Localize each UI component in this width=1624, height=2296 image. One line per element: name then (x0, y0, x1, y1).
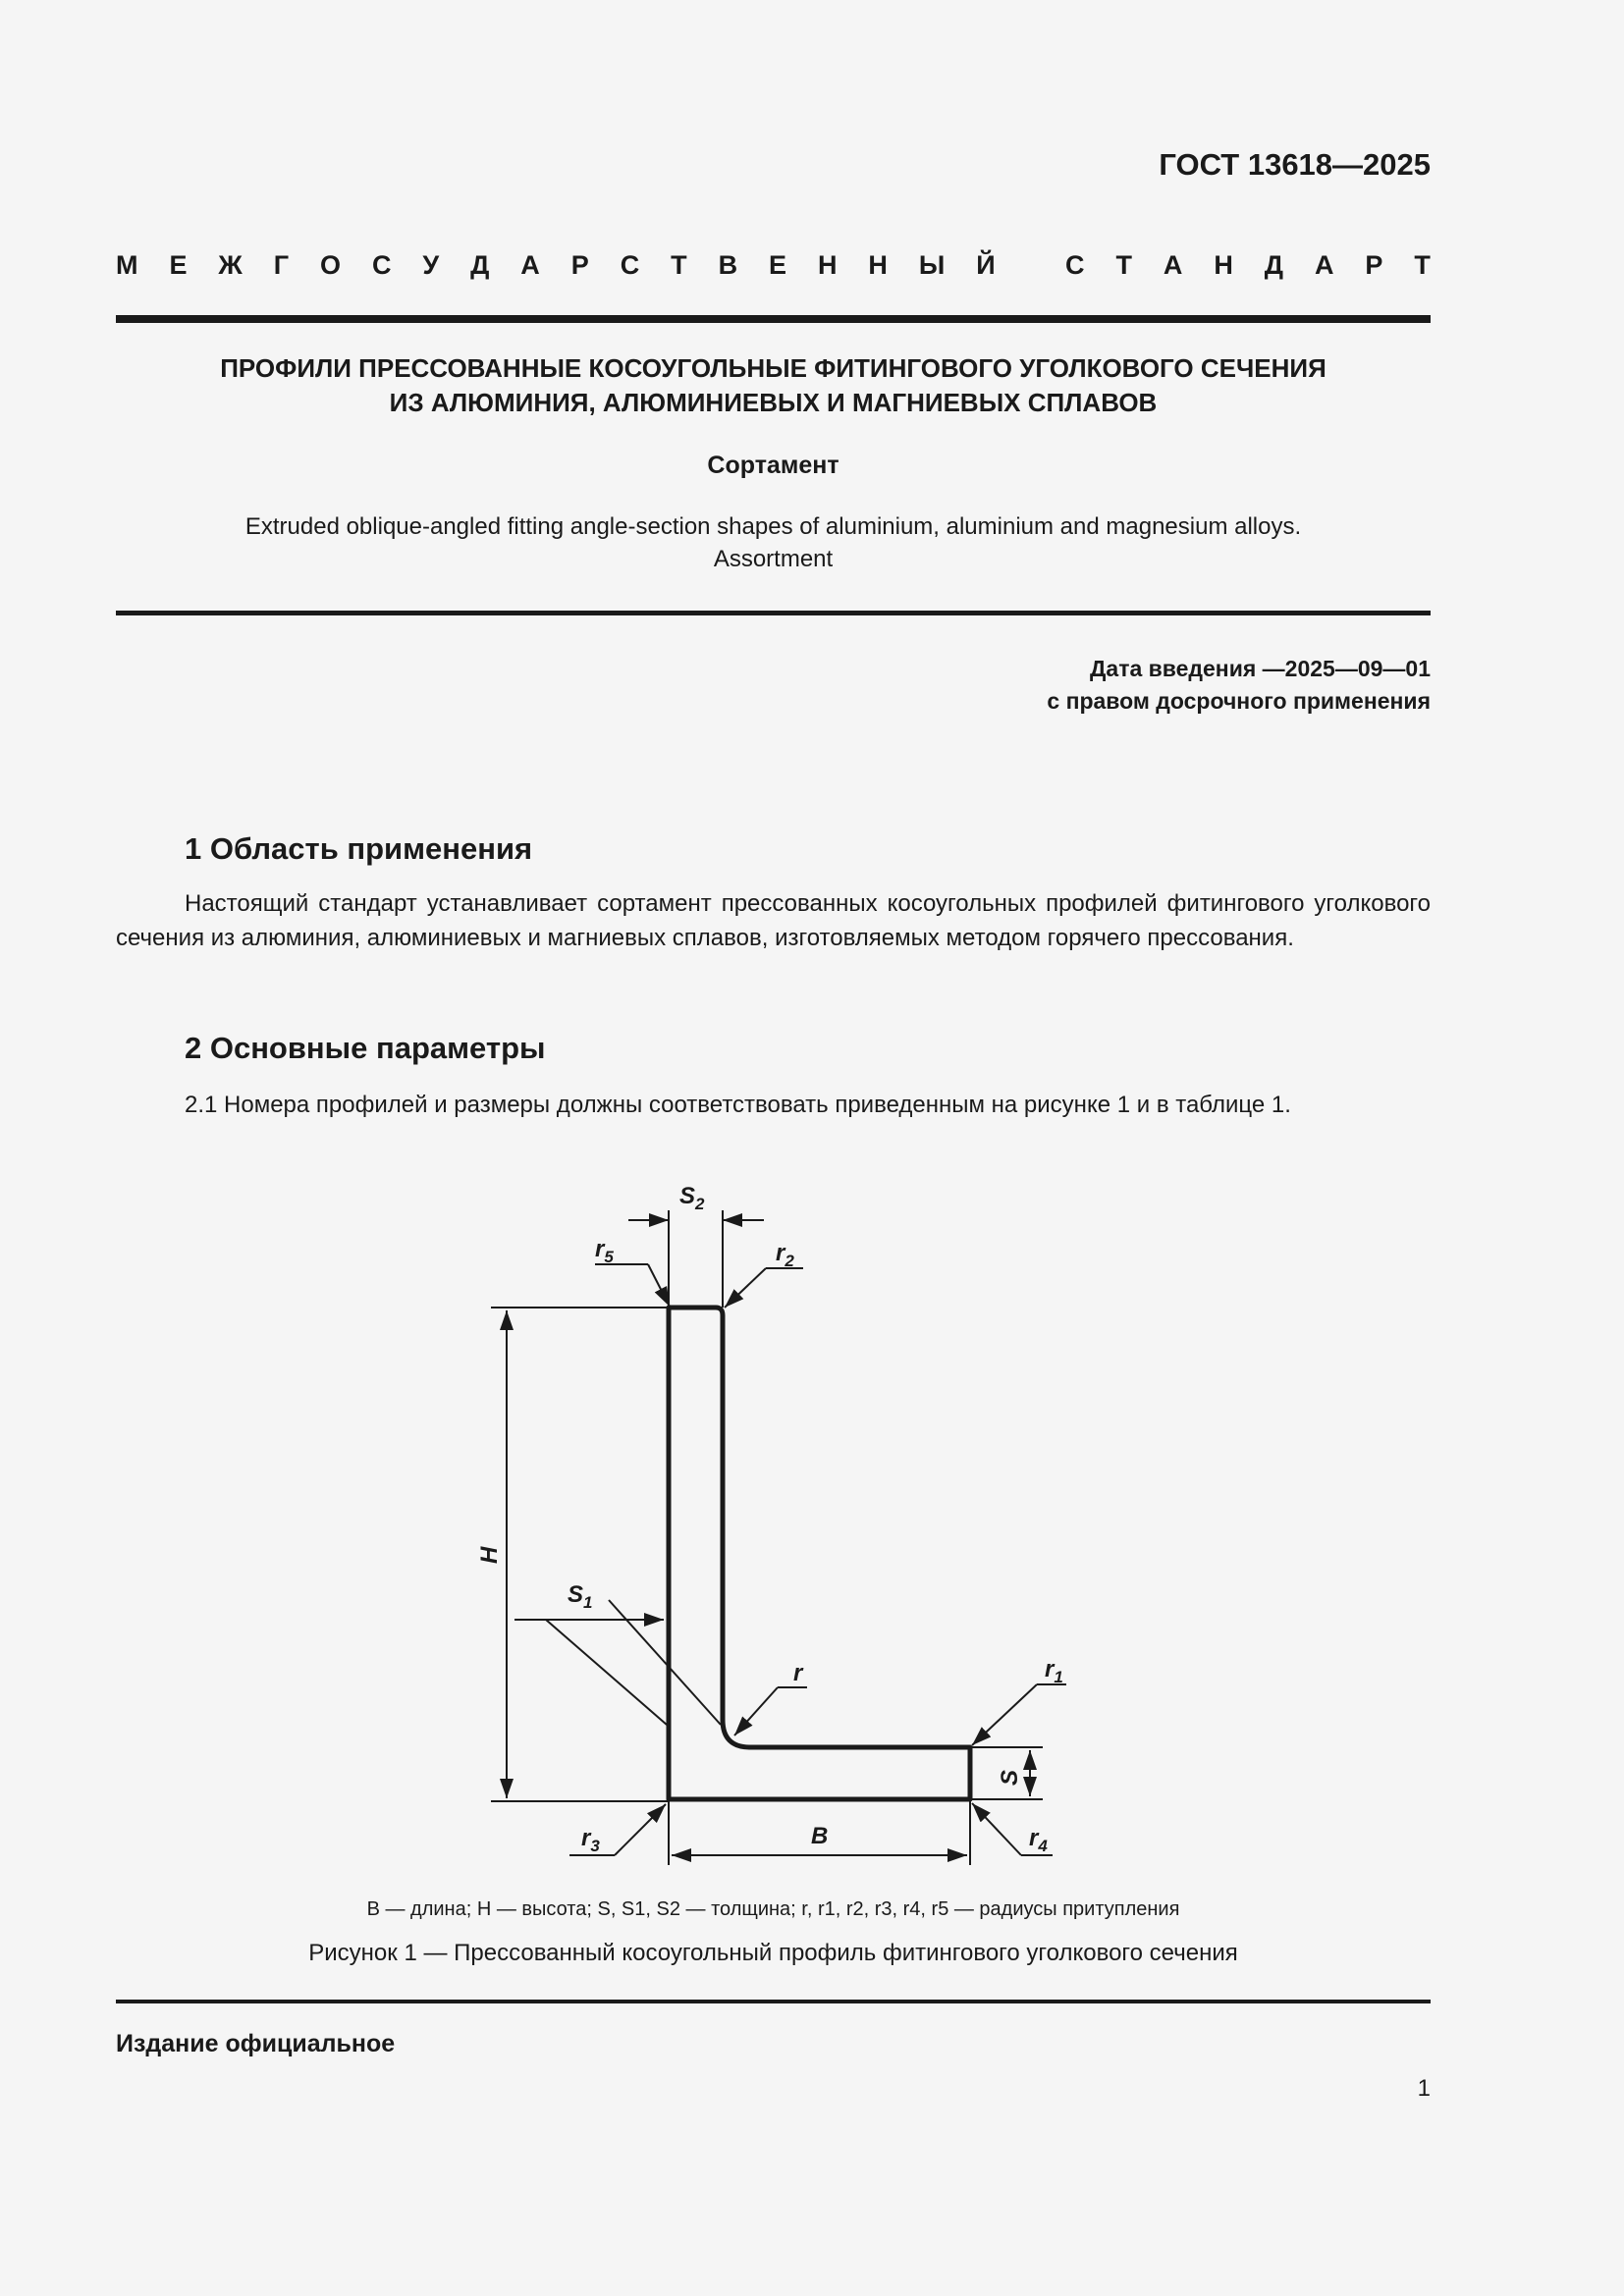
english-title (116, 510, 1431, 575)
label-h: H (476, 1546, 503, 1564)
section-1-heading: 1 Область применения (185, 831, 533, 866)
banner-letter: Н (868, 250, 888, 280)
section-2-text: 2.1 Номера профилей и размеры должны соответствовать приведенным на рисунке 1 и в таблице 1. (185, 1092, 1291, 1118)
banner-letter: Т (1115, 250, 1132, 280)
banner-letter: Т (671, 250, 687, 280)
english-title-line-2: Assortment (713, 546, 834, 572)
banner-letter: Р (570, 250, 589, 280)
label-r1: $r_1$ (1045, 1656, 1063, 1686)
label-b: B (811, 1823, 829, 1849)
banner-letter: Г (273, 250, 290, 280)
label-s2: $S_2$ (679, 1183, 705, 1213)
top-divider (116, 315, 1431, 323)
figure-caption: Рисунок 1 — Прессованный косоугольный профиль фитингового уголкового сечения (308, 1940, 1238, 1966)
banner-letter: У (422, 250, 440, 280)
title-line-1: ПРОФИЛИ ПРЕССОВАННЫЕ КОСОУГОЛЬНЫЕ ФИТИНГОВОГО УГОЛКОВОГО СЕЧЕНИЯ (220, 353, 1326, 383)
banner-letter: Й (976, 250, 996, 280)
section-1-text: Настоящий стандарт устанавливает сортамент прессованных косоугольных профилей фитингового уголкового сечения из алюминия, алюминиевых и магниевых сплавов, изготовляемых методом горячего прессования. (116, 890, 1431, 951)
document-subtitle: Сортамент (707, 452, 839, 479)
interstate-standard-banner (116, 250, 1431, 281)
banner-letter: Е (769, 250, 787, 280)
banner-letter: А (1314, 250, 1334, 280)
label-s: S (997, 1769, 1023, 1786)
label-r2: $r_2$ (776, 1240, 794, 1270)
banner-letter: М (116, 250, 138, 280)
figure-legend: B — длина; H — высота; S, S1, S2 — толщина; r, r1, r2, r3, r4, r5 — радиусы притупления (366, 1898, 1180, 1920)
label-r5: $r_5$ (595, 1236, 614, 1266)
banner-letter: Д (1264, 250, 1283, 280)
title-line-2: ИЗ АЛЮМИНИЯ, АЛЮМИНИЕВЫХ И МАГНИЕВЫХ СПЛАВОВ (389, 388, 1158, 417)
english-title-line-1: Extruded oblique-angled fitting angle-section shapes of aluminium, aluminium and magnesium alloys. (244, 513, 1302, 540)
banner-letter: Е (169, 250, 188, 280)
footer-divider (116, 2000, 1431, 2003)
label-r4: $r_4$ (1029, 1825, 1048, 1855)
document-title (116, 351, 1431, 420)
label-r3: $r_3$ (581, 1825, 600, 1855)
banner-letter: Р (1365, 250, 1383, 280)
banner-letter: О (319, 250, 341, 280)
angle-profile-outline (669, 1308, 970, 1799)
banner-letter: С (371, 250, 392, 280)
label-r: r (793, 1660, 803, 1686)
document-number: ГОСТ 13618—2025 (1159, 147, 1431, 182)
banner-letter: Н (1214, 250, 1233, 280)
introduction-date (1047, 653, 1431, 718)
title-divider (116, 611, 1431, 615)
banner-letter (1027, 250, 1035, 281)
early-application-line: с правом досрочного применения (1047, 688, 1431, 714)
banner-letter: А (520, 250, 540, 280)
banner-letter: Д (470, 250, 490, 280)
official-edition-label: Издание официальное (116, 2030, 396, 2057)
section-2-heading: 2 Основные параметры (185, 1031, 546, 1065)
banner-letter: Ы (918, 250, 946, 280)
date-line: Дата введения —2025—09—01 (1090, 656, 1431, 681)
banner-letter: А (1163, 250, 1183, 280)
banner-letter: Н (817, 250, 838, 280)
banner-letter: Ж (218, 250, 243, 280)
page-number: 1 (1417, 2075, 1431, 2102)
profile-drawing (452, 1173, 1119, 1880)
banner-letter: В (718, 250, 738, 280)
label-s1: $S_1$ (568, 1581, 593, 1612)
banner-letter: С (1065, 250, 1085, 280)
banner-letter: Т (1414, 250, 1431, 280)
banner-letter: С (620, 250, 640, 280)
